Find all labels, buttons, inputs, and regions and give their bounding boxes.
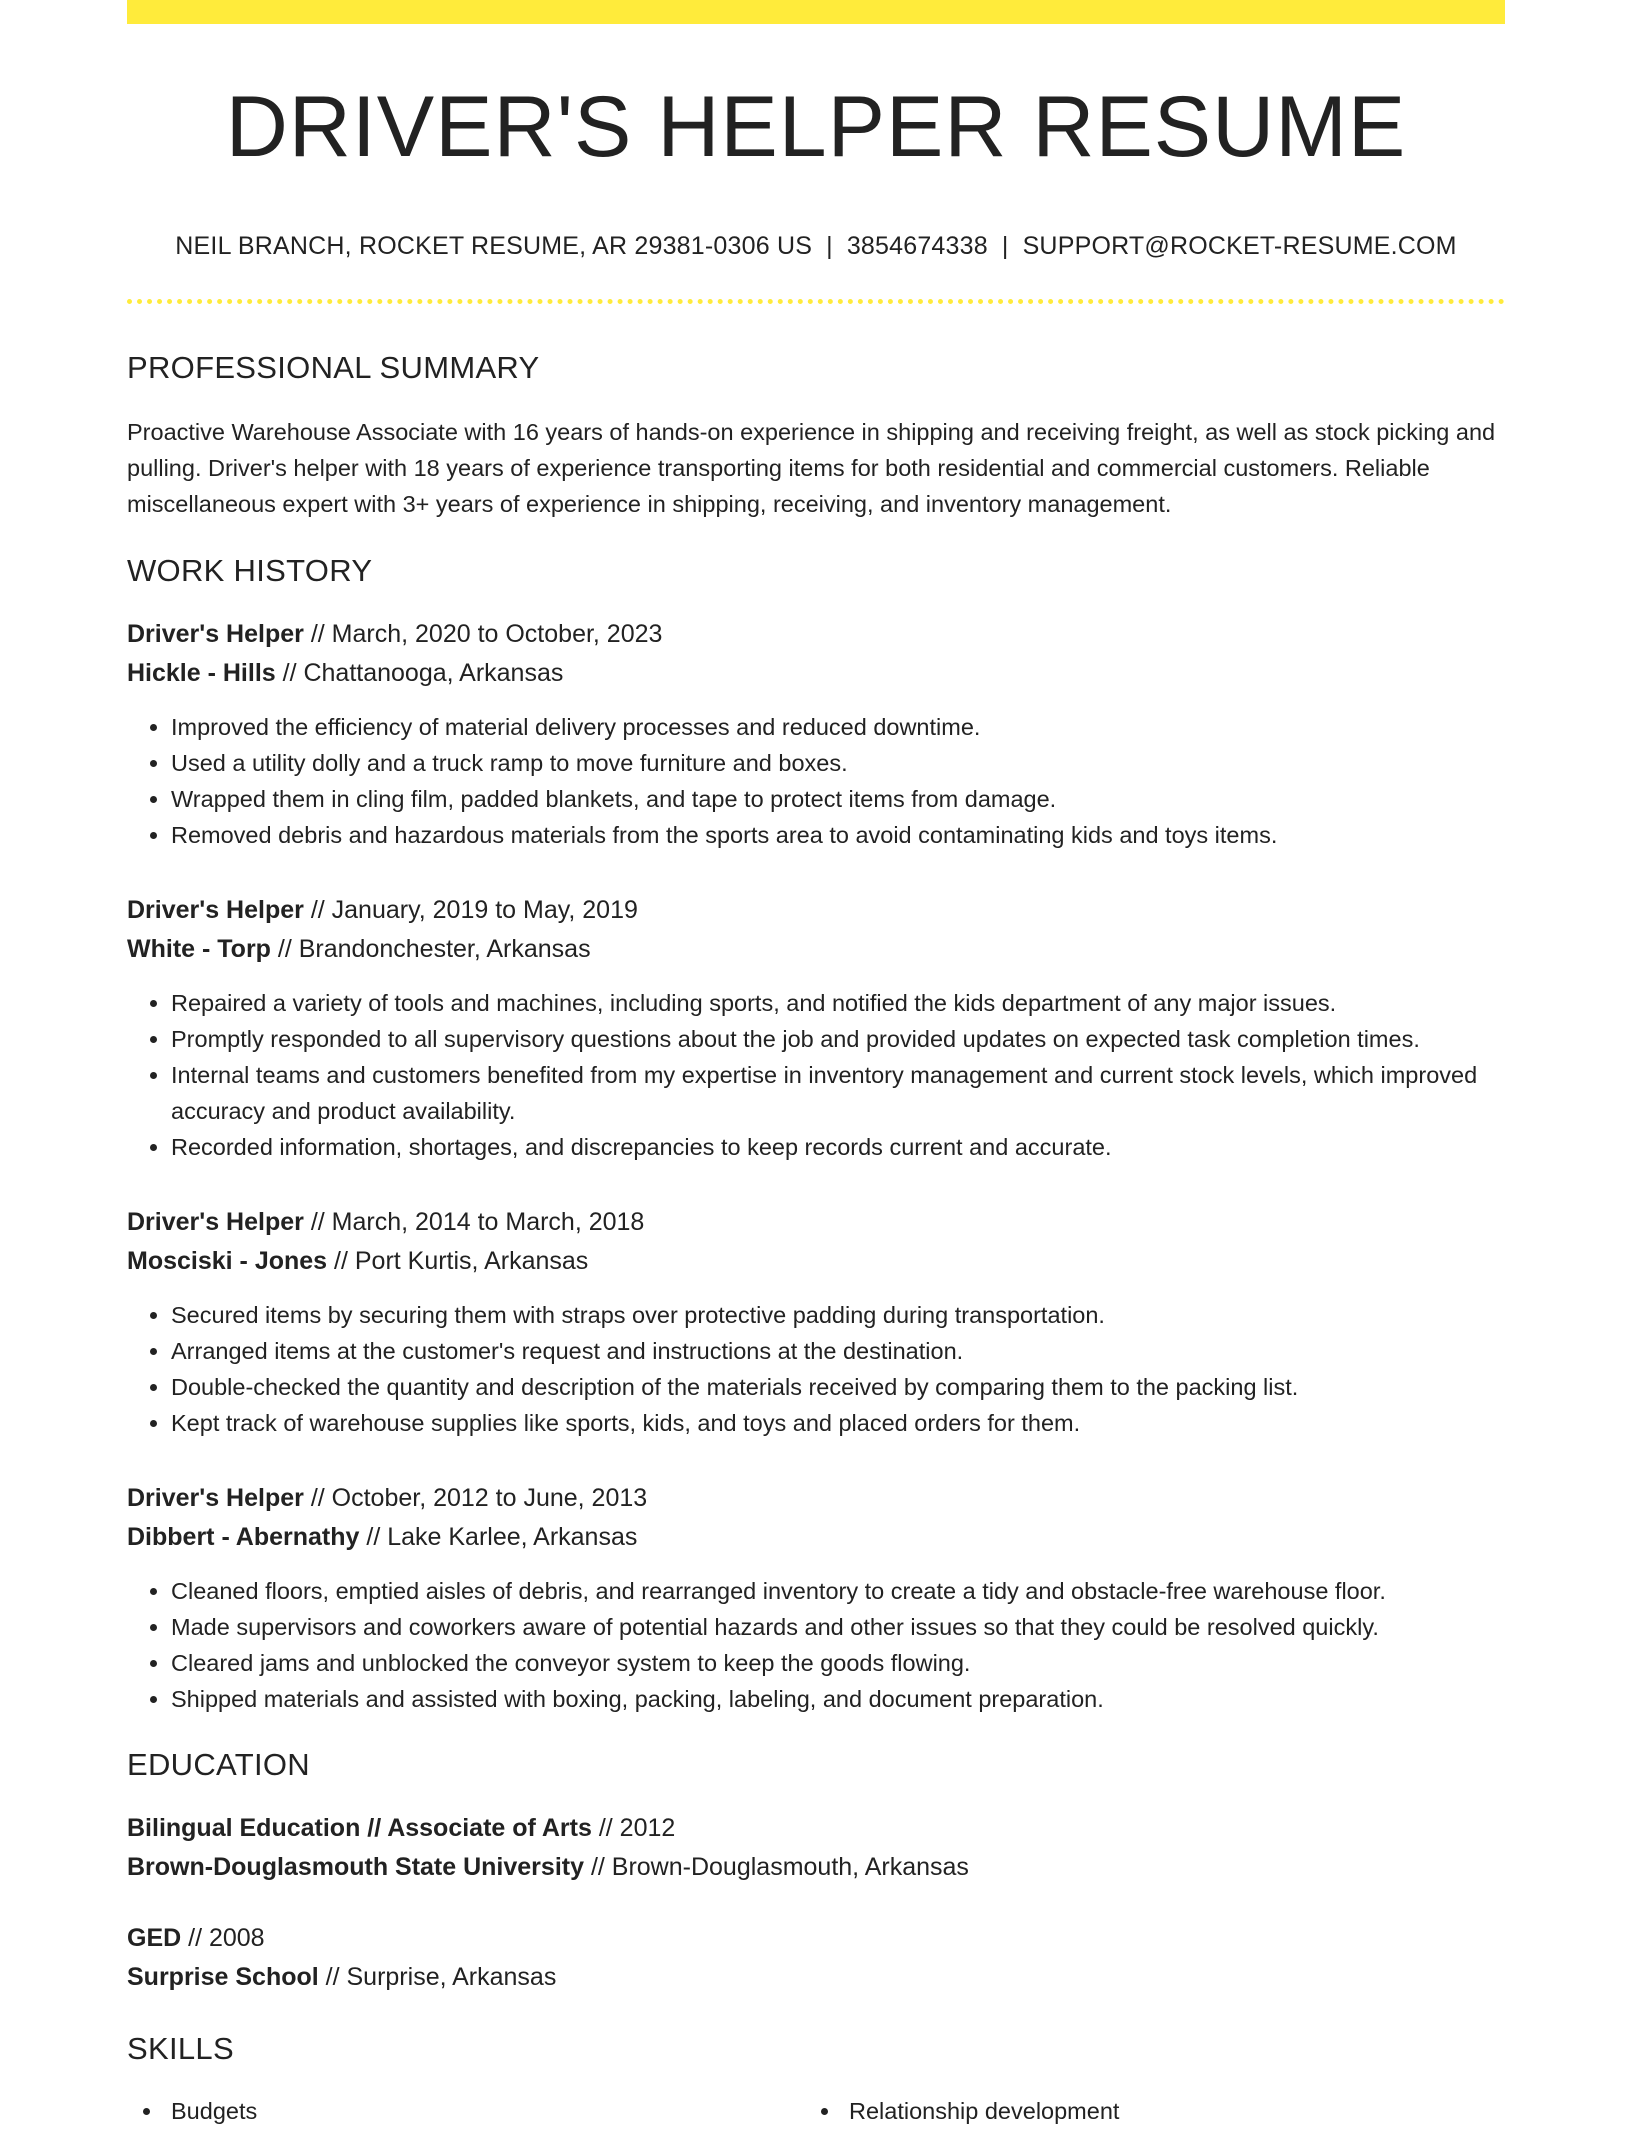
job-bullets [127,709,1505,853]
job-company: White - Torp [127,935,271,963]
job-entry [127,1479,1505,1717]
job-bullet: • Made supervisors and coworkers aware of potential hazards and other issues so that they could be resolved quickly. [171,1609,1505,1645]
job-bullet: • Improved the efficiency of material delivery processes and reduced downtime. [171,709,1505,745]
job-company-line [127,1518,1505,1557]
job-dates: // March, 2014 to March, 2018 [303,1208,645,1236]
contact-email: SUPPORT@ROCKET-RESUME.COM [1022,232,1457,260]
job-entry [127,1203,1505,1441]
job-company: Dibbert - Abernathy [127,1523,360,1551]
job-bullet: • Cleaned floors, emptied aisles of debris, and rearranged inventory to create a tidy and obstacle-free warehouse floor. [171,1573,1505,1609]
job-bullet: • Removed debris and hazardous materials from the sports area to avoid contaminating kids and toys items. [171,817,1505,853]
job-company: Hickle - Hills [127,659,276,687]
job-location: // Lake Karlee, Arkansas [359,1523,638,1551]
education-degree: Bilingual Education // Associate of Arts [127,1814,592,1842]
contact-address: NEIL BRANCH, ROCKET RESUME, AR 29381-0306 US [175,232,813,260]
contact-line [127,232,1505,261]
job-role: Driver's Helper [127,1484,304,1512]
job-company-line [127,654,1505,693]
resume-page [127,0,1505,2129]
job-role-line [127,1203,1505,1242]
job-company-line [127,1242,1505,1281]
job-role-line [127,1479,1505,1518]
job-bullet: • Shipped materials and assisted with boxing, packing, labeling, and document preparation. [171,1681,1505,1717]
job-bullet: • Repaired a variety of tools and machines, including sports, and notified the kids department of any major issues. [171,985,1505,1021]
education-degree-line [127,1809,1505,1848]
education-heading: EDUCATION [127,1747,310,1782]
contact-separator: | [1001,232,1009,260]
job-role-line [127,891,1505,930]
job-bullet: • Internal teams and customers benefited from my expertise in inventory management and current stock levels, which improved accuracy and product availability. [171,1057,1505,1129]
summary-heading: PROFESSIONAL SUMMARY [127,350,540,385]
job-dates: // March, 2020 to October, 2023 [303,620,663,648]
job-bullets [127,985,1505,1165]
skills-heading: SKILLS [127,2031,234,2066]
job-bullets [127,1297,1505,1441]
job-entry [127,615,1505,853]
contact-phone: 3854674338 [846,232,988,260]
job-bullet: • Promptly responded to all supervisory questions about the job and provided updates on expected task completion times. [171,1021,1505,1057]
education-school: Brown-Douglasmouth State University [127,1853,584,1881]
job-bullet: • Used a utility dolly and a truck ramp to move furniture and boxes. [171,745,1505,781]
job-bullet: • Arranged items at the customer's request and instructions at the destination. [171,1333,1505,1369]
education-year: // 2008 [181,1924,265,1952]
job-dates: // October, 2012 to June, 2013 [303,1484,648,1512]
education-school-line [127,1848,1505,1887]
job-entry [127,891,1505,1165]
job-bullet: • Recorded information, shortages, and discrepancies to keep records current and accurate. [171,1129,1505,1165]
job-company: Mosciski - Jones [127,1247,328,1275]
summary-text: Proactive Warehouse Associate with 16 years of hands-on experience in shipping and receiving freight, as well as stock picking and pulling. Driver's helper with 18 years of experience transporting items for both residential and commercial customers. Reliable miscellaneous expert with 3+ years of experience in shipping, receiving, and inventory management. [127,419,1496,517]
skill-item: Relationship development [805,2093,1483,2129]
job-bullet: • Wrapped them in cling film, padded blankets, and tape to protect items from damage. [171,781,1505,817]
education-degree-line [127,1919,1505,1958]
education-degree: GED [127,1924,182,1952]
education-school-line [127,1958,1505,1997]
resume-title: DRIVER'S HELPER RESUME [225,79,1407,175]
job-role-line [127,615,1505,654]
job-location: // Port Kurtis, Arkansas [327,1247,589,1275]
job-bullet: • Secured items by securing them with straps over protective padding during transportation. [171,1297,1505,1333]
job-role: Driver's Helper [127,620,304,648]
dotted-divider [127,299,1505,304]
skills-list [127,2093,1505,2129]
education-entry [127,1809,1505,1887]
job-role: Driver's Helper [127,1208,304,1236]
job-dates: // January, 2019 to May, 2019 [303,896,638,924]
job-location: // Brandonchester, Arkansas [270,935,591,963]
education-year: // 2012 [591,1814,676,1842]
education-entry [127,1919,1505,1997]
top-accent-bar [127,0,1505,24]
work-history-heading: WORK HISTORY [127,553,373,588]
job-bullets [127,1573,1505,1717]
education-location: // Surprise, Arkansas [318,1963,557,1991]
job-role: Driver's Helper [127,896,304,924]
job-company-line [127,930,1505,969]
education-school: Surprise School [127,1963,319,1991]
education-location: // Brown-Douglasmouth, Arkansas [584,1853,969,1881]
job-bullet: • Cleared jams and unblocked the conveyor system to keep the goods flowing. [171,1645,1505,1681]
job-location: // Chattanooga, Arkansas [275,659,564,687]
contact-separator: | [826,232,833,260]
job-bullet: • Kept track of warehouse supplies like sports, kids, and toys and placed orders for them. [171,1405,1505,1441]
job-bullet: • Double-checked the quantity and description of the materials received by comparing them to the packing list. [171,1369,1505,1405]
skill-item: Budgets [127,2093,805,2129]
